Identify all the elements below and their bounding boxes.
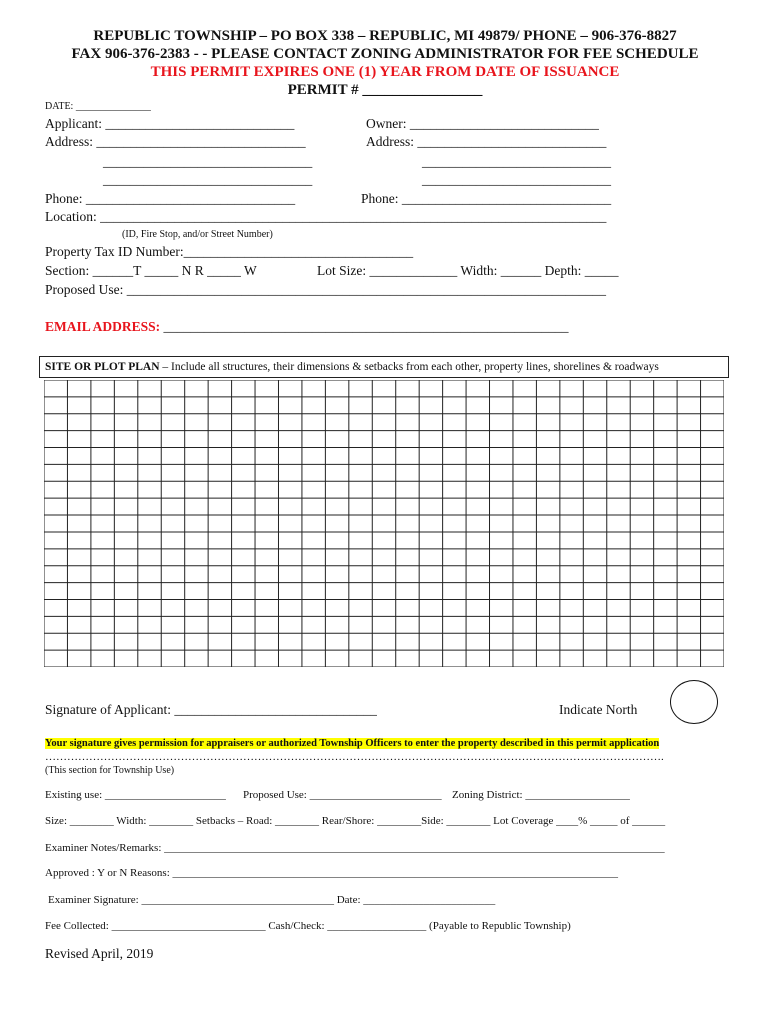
date-field[interactable]: DATE: _______________ bbox=[45, 101, 151, 112]
owner-phone-field[interactable]: Phone: _______________________________ bbox=[361, 191, 612, 206]
header-expiry-line: THIS PERMIT EXPIRES ONE (1) YEAR FROM DATE OF ISSUANCE bbox=[150, 64, 620, 80]
size-setbacks-field[interactable]: Size: ________ Width: ________ Setbacks – Road: ________ Rear/Shore: ________Side: ________ Lot Coverage ____% _____ of ______ bbox=[45, 815, 666, 827]
section-field[interactable]: Section: ______T _____ N R _____ W bbox=[45, 263, 257, 278]
site-plan-heading: SITE OR PLOT PLAN bbox=[45, 361, 160, 373]
location-note: (ID, Fire Stop, and/or Street Number) bbox=[122, 229, 273, 240]
applicant-phone-field[interactable]: Phone: _______________________________ bbox=[45, 191, 296, 206]
tax-id-field[interactable]: Property Tax ID Number:__________________________________ bbox=[45, 244, 414, 259]
header-address-line: REPUBLIC TOWNSHIP – PO BOX 338 – REPUBLIC, MI 49879/ PHONE – 906-376-8827 bbox=[93, 28, 677, 44]
dotted-separator: ……………………………………………………………………………………………………………………………………………………. bbox=[45, 751, 664, 763]
applicant-signature-field[interactable]: Signature of Applicant: ______________________________ bbox=[45, 702, 377, 717]
examiner-notes-field[interactable]: Examiner Notes/Remarks: ___________________________________________________________________________________________ bbox=[45, 842, 665, 854]
lot-size-field[interactable]: Lot Size: _____________ Width: ______ Depth: _____ bbox=[317, 263, 619, 278]
applicant-address-field[interactable]: Address: _______________________________ bbox=[45, 134, 306, 149]
site-plan-description: – Include all structures, their dimensions & setbacks from each other, property lines, shorelines & roadways bbox=[162, 361, 659, 373]
header-fax-line: FAX 906-376-2383 - - PLEASE CONTACT ZONING ADMINISTRATOR FOR FEE SCHEDULE bbox=[71, 46, 699, 62]
email-field[interactable] bbox=[45, 319, 569, 335]
location-field[interactable]: Location: ___________________________________________________________________________ bbox=[45, 209, 607, 224]
township-use-note: (This section for Township Use) bbox=[45, 765, 175, 776]
zoning-district-field[interactable]: Zoning District: ___________________ bbox=[452, 789, 630, 801]
applicant-address-line-3[interactable]: _______________________________ bbox=[103, 172, 313, 187]
indicate-north-label: Indicate North bbox=[559, 702, 638, 717]
approved-field[interactable]: Approved : Y or N Reasons: _________________________________________________________________________________ bbox=[45, 867, 618, 879]
examiner-signature-field[interactable]: Examiner Signature: ___________________________________ Date: ________________________ bbox=[48, 894, 496, 906]
applicant-field[interactable]: Applicant: ____________________________ bbox=[45, 116, 295, 131]
north-indicator-circle[interactable] bbox=[670, 680, 718, 724]
owner-address-field[interactable]: Address: ____________________________ bbox=[366, 134, 607, 149]
permission-notice: Your signature gives permission for appraisers or authorized Township Officers to enter the property described in this permit application bbox=[45, 738, 660, 749]
site-plan-title bbox=[39, 356, 729, 378]
permit-number[interactable]: PERMIT # ________________ bbox=[287, 82, 483, 98]
owner-address-line-3[interactable]: ____________________________ bbox=[422, 172, 611, 187]
owner-address-line-2[interactable]: ____________________________ bbox=[422, 154, 611, 169]
fee-collected-field[interactable]: Fee Collected: ____________________________ Cash/Check: __________________ (Payable to Republic Township) bbox=[45, 920, 571, 932]
revised-date: Revised April, 2019 bbox=[45, 946, 154, 961]
existing-use-field[interactable]: Existing use: ______________________ bbox=[45, 789, 226, 801]
email-label: EMAIL ADDRESS: bbox=[45, 319, 161, 334]
proposed-use-field[interactable]: Proposed Use: _______________________________________________________________________ bbox=[45, 282, 606, 297]
office-proposed-use-field[interactable]: Proposed Use: ________________________ bbox=[243, 789, 442, 801]
applicant-address-line-2[interactable]: _______________________________ bbox=[103, 154, 313, 169]
site-plan-grid[interactable] bbox=[44, 380, 724, 667]
owner-field[interactable]: Owner: ____________________________ bbox=[366, 116, 599, 131]
email-line[interactable]: ____________________________________________________________ bbox=[163, 319, 569, 334]
